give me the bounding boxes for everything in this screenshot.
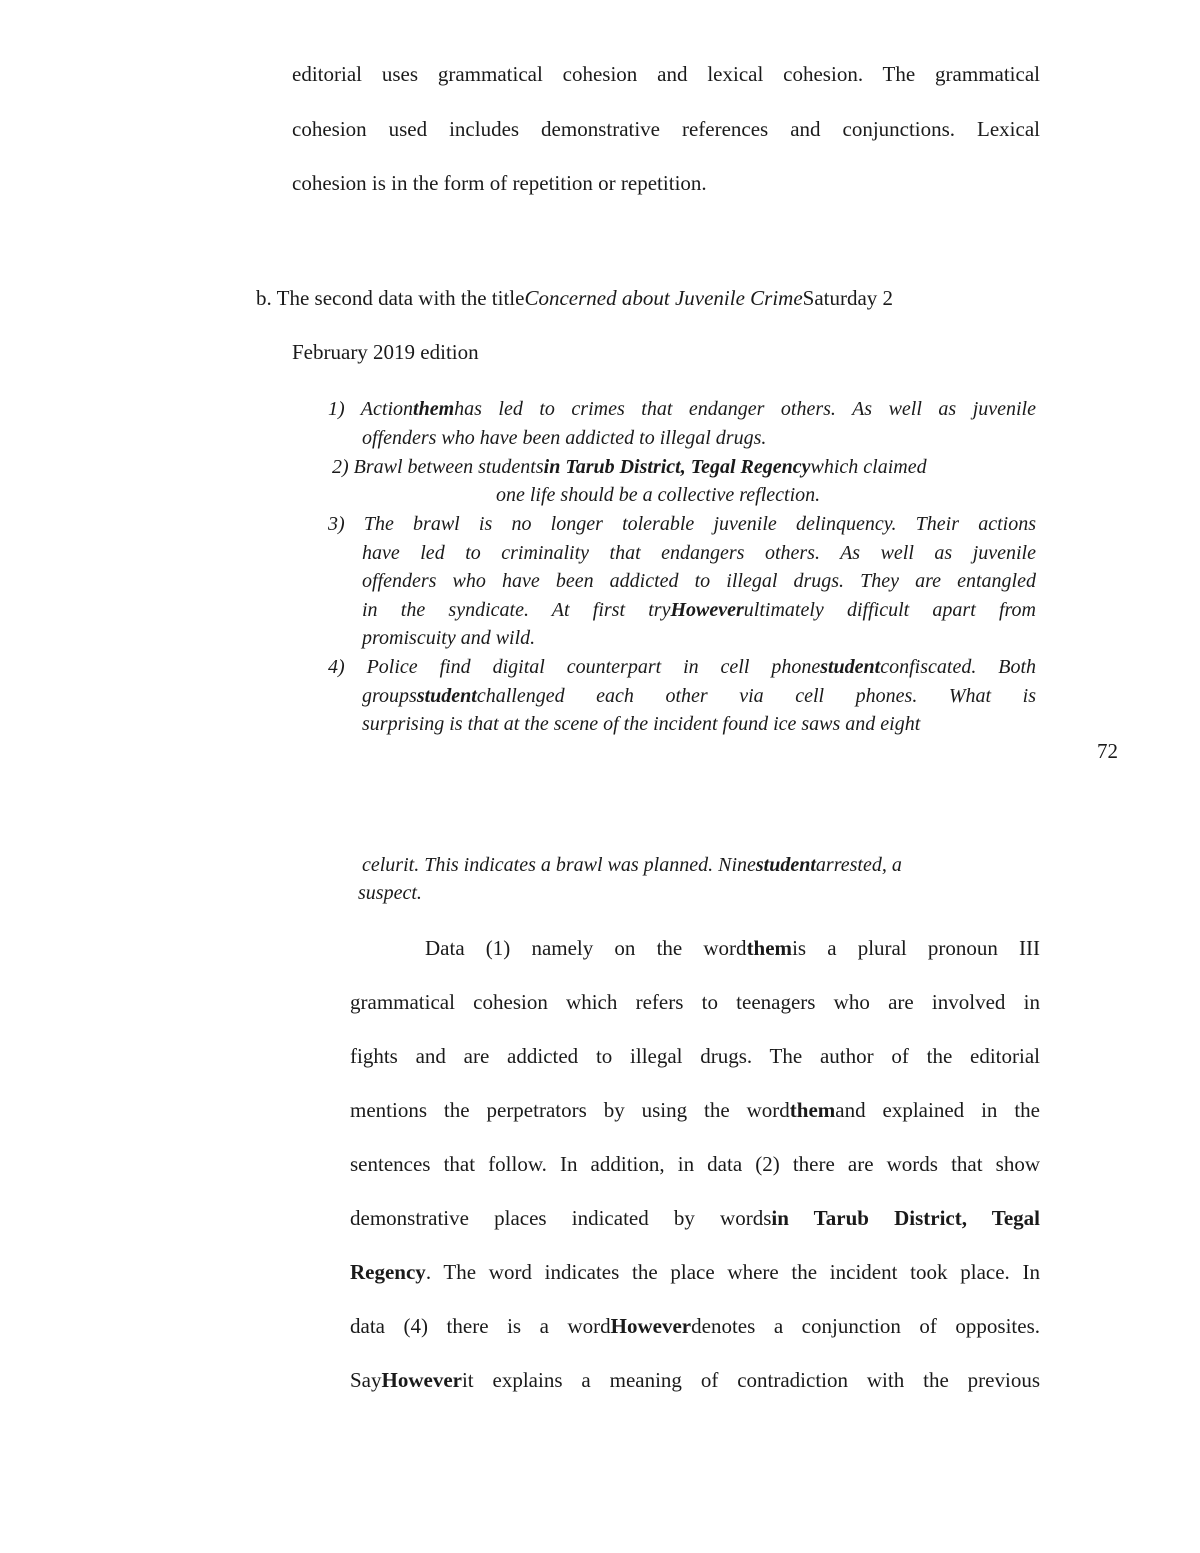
analysis-text-7b: . The word indicates the place where the incident took place. In [425, 1260, 1040, 1284]
quote-3-line-1: 3) The brawl is no longer tolerable juvenile delinquency. Their actions [328, 513, 1036, 535]
continuation-line-2: suspect. [358, 882, 422, 904]
quote-1-line-2: offenders who have been addicted to illegal drugs. [362, 427, 767, 449]
quote-4-keyword-2: student [416, 685, 477, 707]
quote-2-keyword: in Tarub District, Tegal Regency [543, 456, 811, 478]
analysis-line-8 [350, 1313, 1040, 1339]
analysis-text-9a: Say [350, 1368, 382, 1392]
analysis-line-1 [425, 935, 1040, 961]
section-b-edition: February 2019 edition [292, 340, 479, 364]
analysis-line-9 [350, 1367, 1040, 1393]
continuation-keyword: student [755, 854, 816, 876]
analysis-text-4c: and explained in the [835, 1098, 1040, 1122]
analysis-line-5: sentences that follow. In addition, in data (2) there are words that show [350, 1152, 1040, 1176]
quote-2-text-a: 2) Brawl between students [332, 456, 544, 478]
analysis-text-1c: is a plural pronoun III [792, 936, 1040, 960]
intro-line-2: cohesion used includes demonstrative references and conjunctions. Lexical [292, 117, 1040, 141]
analysis-line-2: grammatical cohesion which refers to teenagers who are involved in [350, 990, 1040, 1014]
quote-4-text-a: 4) Police find digital counterpart in cell phone [328, 656, 821, 678]
quote-3-line-2: have led to criminality that endangers others. As well as juvenile [362, 542, 1036, 564]
analysis-keyword-1: them [746, 936, 793, 960]
intro-line-3: cohesion is in the form of repetition or repetition. [292, 171, 707, 195]
analysis-line-4 [350, 1097, 1040, 1123]
analysis-keyword-9: However [381, 1368, 462, 1392]
analysis-keyword-8: However [610, 1314, 692, 1338]
quote-3-line-5: promiscuity and wild. [362, 627, 536, 649]
quote-1-keyword: them [413, 398, 455, 420]
analysis-line-7 [350, 1259, 1040, 1285]
analysis-text-9c: it explains a meaning of contradiction with the previous [461, 1368, 1040, 1392]
analysis-text-1a: Data (1) namely on the word [425, 936, 747, 960]
section-b-prefix: b. The second data with the title [256, 286, 525, 310]
quote-3-line-3: offenders who have been addicted to illegal drugs. They are entangled [362, 570, 1036, 592]
quote-3-text-c: ultimately difficult apart from [743, 599, 1037, 621]
quote-4-line-2 [362, 684, 1036, 708]
quote-4-text-c2: challenged each other via cell phones. What is [476, 685, 1036, 707]
section-b-title: Concerned about Juvenile Crime [524, 286, 803, 310]
analysis-text-4a: mentions the perpetrators by using the word [350, 1098, 790, 1122]
analysis-line-6 [350, 1205, 1040, 1231]
quote-3-keyword: However [670, 599, 744, 621]
quote-1-text-c: has led to crimes that endanger others. As well as juvenile [454, 398, 1036, 420]
analysis-text-8c: denotes a conjunction of opposites. [691, 1314, 1040, 1338]
analysis-keyword-7: Regency [350, 1260, 426, 1284]
quote-1-text-a: 1) Action [328, 398, 414, 420]
analysis-line-3: fights and are addicted to illegal drugs. The author of the editorial [350, 1044, 1040, 1068]
quote-2-line-2: one life should be a collective reflection. [496, 484, 821, 506]
quote-3-text-a: in the syndicate. At first try [362, 599, 671, 621]
quote-4-line-1 [328, 655, 1036, 679]
analysis-text-8a: data (4) there is a word [350, 1314, 611, 1338]
quote-4-line-3: surprising is that at the scene of the incident found ice saws and eight [362, 713, 921, 735]
intro-line-1: editorial uses grammatical cohesion and lexical cohesion. The grammatical [292, 62, 1040, 86]
quote-4-keyword: student [820, 656, 881, 678]
quote-1-line-1 [328, 397, 1036, 421]
quote-2-text-c: which claimed [810, 456, 927, 478]
quote-4-text-c: confiscated. Both [880, 656, 1037, 678]
section-b-suffix: Saturday 2 [802, 286, 894, 310]
page-number: 72 [1097, 739, 1118, 763]
analysis-keyword-6: in Tarub District, Tegal [771, 1206, 1040, 1230]
quote-3-line-4 [362, 598, 1036, 622]
analysis-keyword-4: them [789, 1098, 836, 1122]
continuation-text-a: celurit. This indicates a brawl was planned. Nine [362, 854, 756, 876]
section-b-heading [256, 285, 893, 311]
continuation-line-1 [362, 853, 902, 877]
quote-2-line-1 [332, 455, 927, 479]
quote-4-text-a2: groups [362, 685, 417, 707]
analysis-text-6a: demonstrative places indicated by words [350, 1206, 772, 1230]
continuation-text-c: arrested, a [815, 854, 902, 876]
